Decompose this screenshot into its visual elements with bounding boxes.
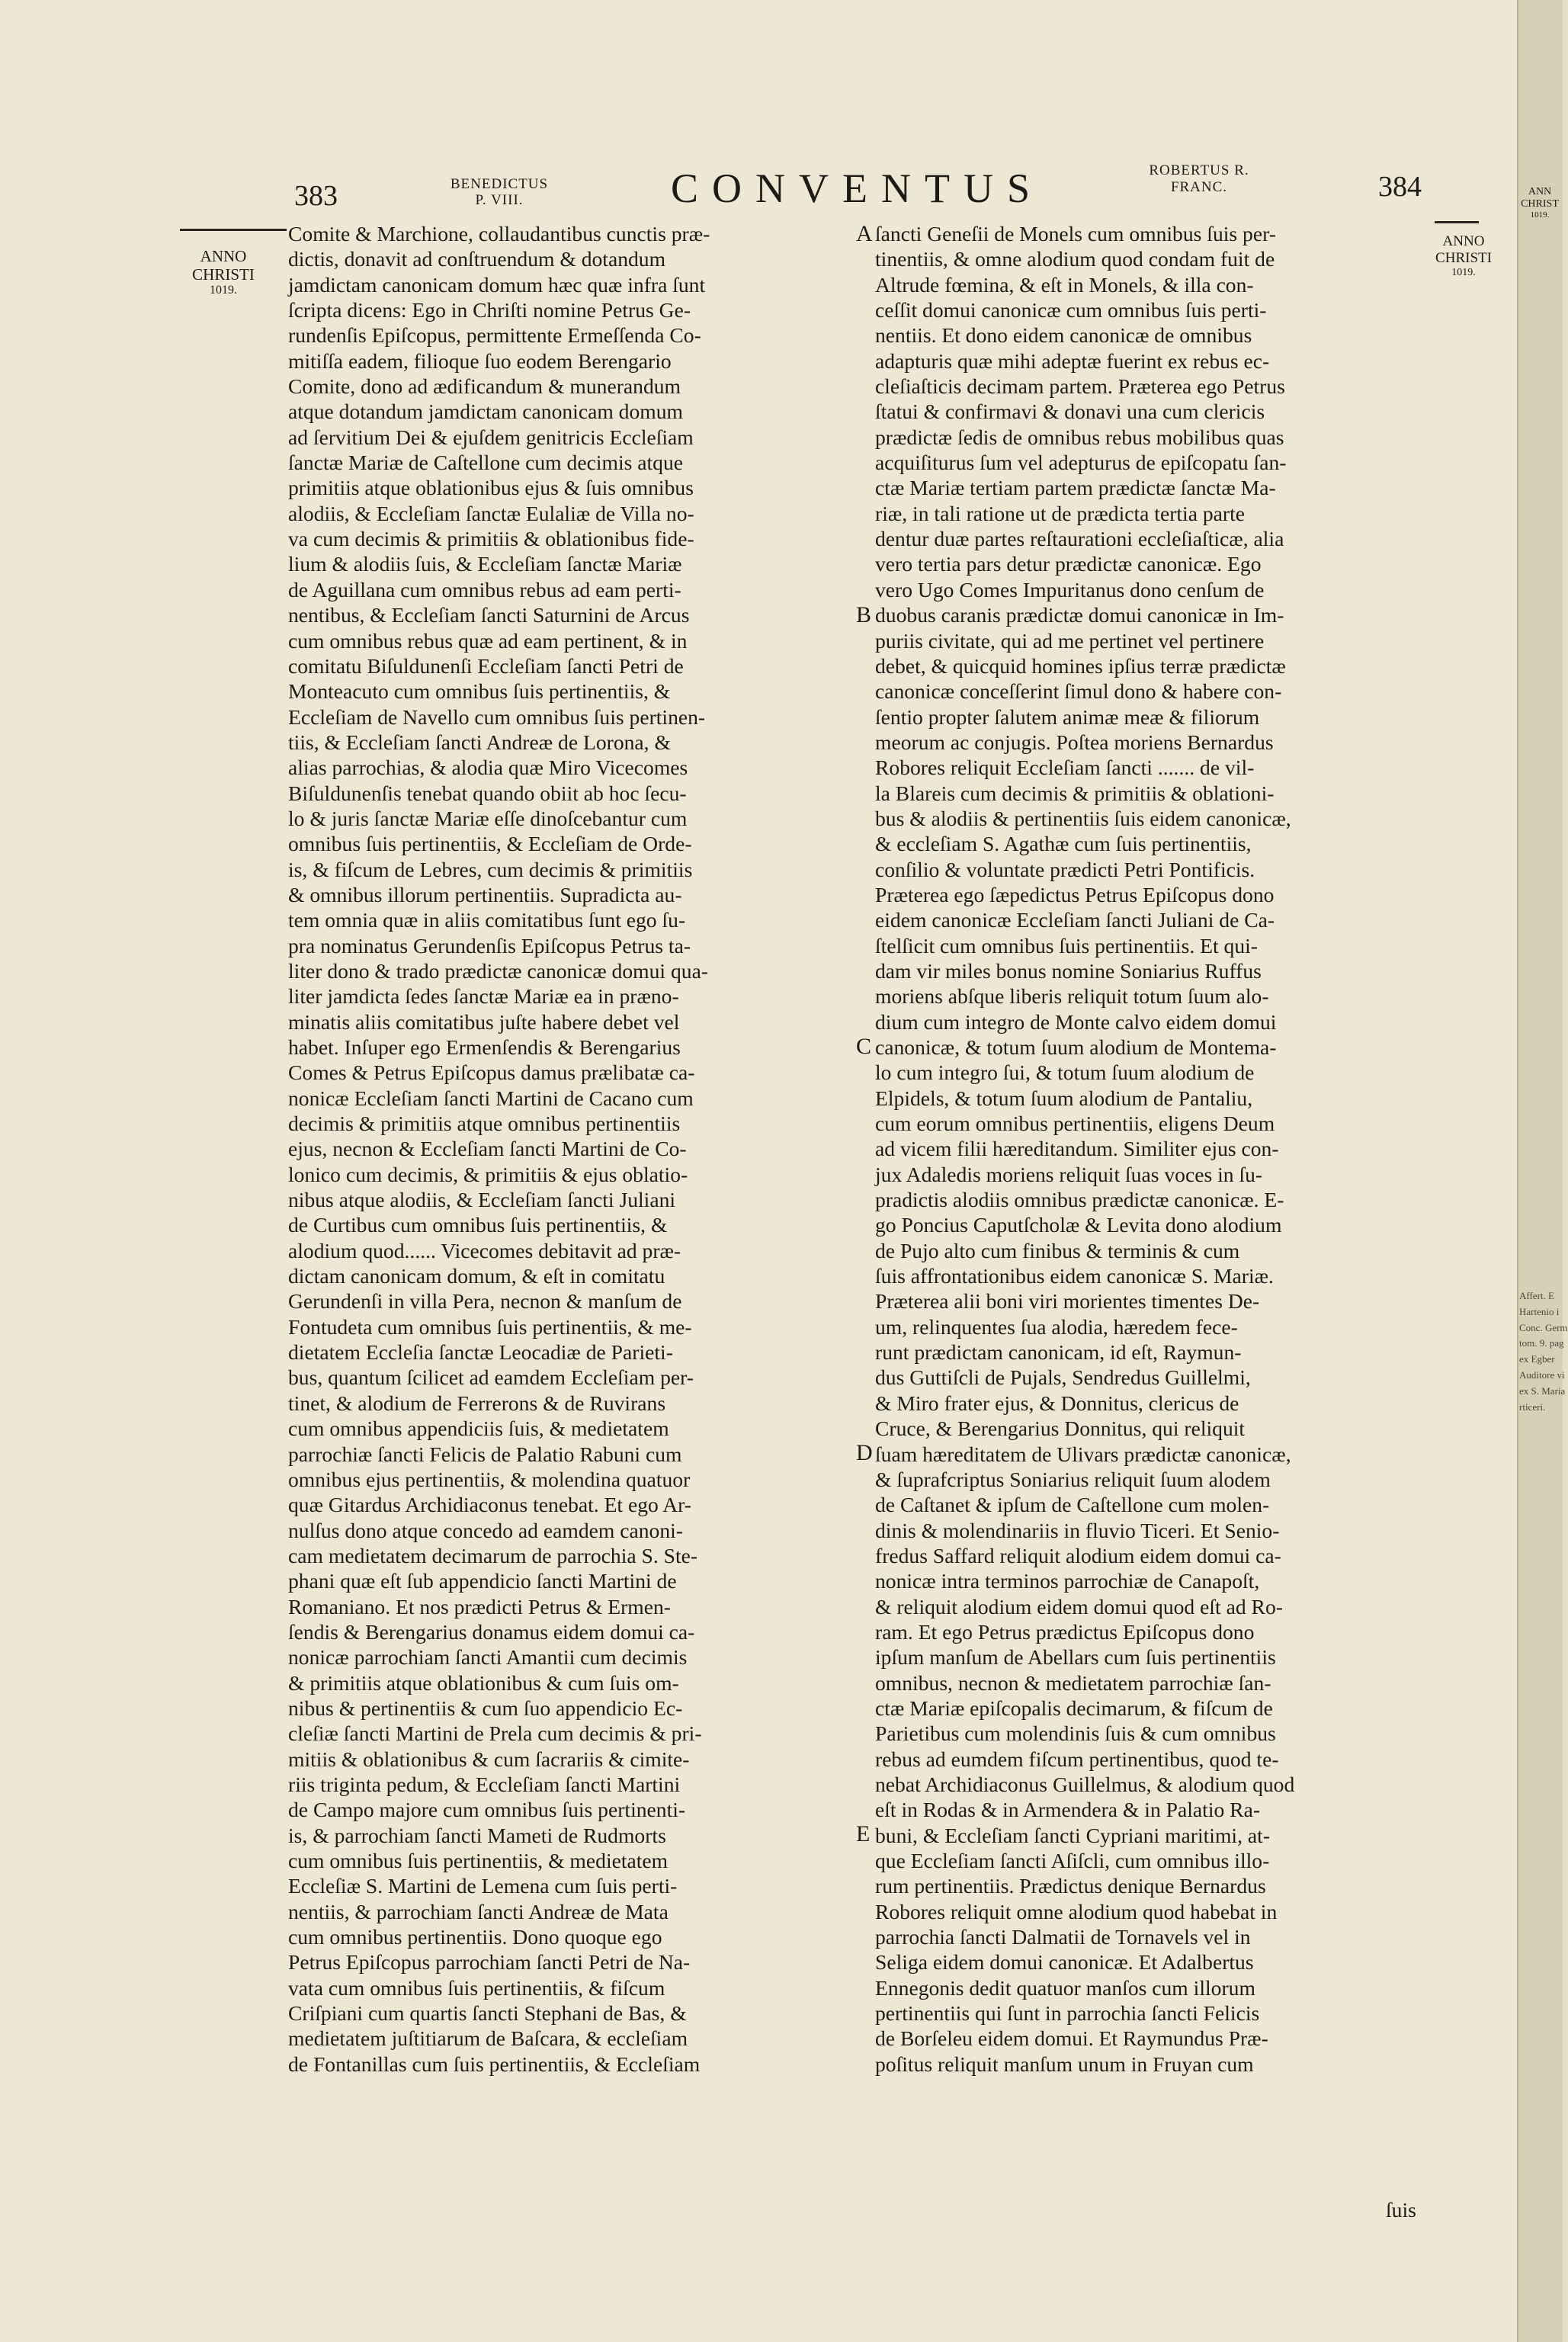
text-line: de Caſtanet & ipſum de Caſtellone cum molen- [875, 1493, 1270, 1517]
text-line: canonicæ conceſſerint ſimul dono & habere con- [875, 679, 1282, 704]
facing-page-edge [1517, 0, 1566, 2342]
text-line: de Fontanillas cum ſuis pertinentiis, & Eccleſiam [288, 2052, 701, 2076]
text-line: lonico cum decimis, & primitiis & ejus oblatio- [288, 1162, 688, 1186]
text-line: tiis, & Eccleſiam ſancti Andreæ de Lorona, & [288, 730, 671, 754]
text-line: dium cum integro de Monte calvo eidem domui [875, 1009, 1277, 1034]
text-line: lo & juris ſanctæ Mariæ eſſe dinoſcebantur cum [288, 806, 688, 830]
text-line: minatis aliis comitatibus juſte habere debet vel [288, 1009, 680, 1034]
page-title: CONVENTUS [671, 165, 1044, 211]
text-line: cam medietatem decimarum de parrochia S. Ste- [288, 1543, 698, 1567]
text-line: cum omnibus pertinentiis. Dono quoque ego [288, 1925, 662, 1949]
text-line: de Campo majore cum omnibus ſuis pertinenti- [288, 1798, 686, 1822]
text-line: nentiis, & parrochiam ſancti Andreæ de Mata [288, 1899, 669, 1923]
text-line: dinis & molendinariis in fluvio Ticeri. Et Senio- [875, 1518, 1280, 1542]
running-head-left-2: P. VIII. [475, 192, 524, 208]
text-line: Comite, dono ad ædificandum & munerandum [288, 374, 681, 399]
text-line: quæ Gitardus Archidiaconus tenebat. Et ego Ar- [288, 1493, 691, 1517]
text-line: bus, quantum ſcilicet ad eamdem Eccleſiam per- [288, 1365, 694, 1390]
text-line: Biſuldunenſis tenebat quando obiit ab hoc ſecu- [288, 781, 687, 805]
text-line: medietatem juſtitiarum de Baſcara, & eccleſiam [288, 2026, 688, 2051]
running-head-right-1: ROBERTUS R. [1149, 162, 1249, 178]
text-line: buni, & Eccleſiam ſancti Cypriani maritimi, at- [875, 1823, 1271, 1847]
text-line: ad vicem filii hæreditandum. Similiter ejus con- [875, 1137, 1279, 1161]
text-line: bus & alodiis & pertinentiis ſuis eidem canonicæ, [875, 806, 1291, 830]
text-line: & ſuprafcriptus Soniarius reliquit ſuum alodem [875, 1467, 1271, 1491]
note-line: Conc. Germ [1519, 1321, 1568, 1333]
text-line: Fontudeta cum omnibus ſuis pertinentiis, & me- [288, 1314, 692, 1339]
text-line: lium & alodiis ſuis, & Eccleſiam ſanctæ Mariæ [288, 552, 682, 576]
year-label: 1019. [210, 284, 237, 297]
text-line: vero Ugo Comes Impuritanus dono cenſum de [875, 577, 1265, 602]
text-line: runt prædictam canonicam, id eſt, Raymun- [875, 1340, 1242, 1365]
running-head-left-1: BENEDICTUS [450, 176, 549, 192]
text-line: rum pertinentiis. Prædictus denique Bernardus [875, 1874, 1266, 1898]
text-line: pradictis alodiis omnibus prædictæ canonicæ. E- [875, 1188, 1284, 1212]
text-line: Comite & Marchione, collaudantibus cunctis præ- [288, 222, 710, 245]
note-line: rticeri. [1519, 1400, 1546, 1413]
text-line: nentiis. Et dono eidem canonicæ de omnibus [875, 323, 1252, 348]
text-line: cum omnibus appendiciis ſuis, & medietatem [288, 1416, 669, 1441]
text-line: ſuis affrontationibus eidem canonicæ S. Mariæ. [875, 1264, 1274, 1288]
text-line: dietatem Eccleſia ſanctæ Leocadiæ de Parieti- [288, 1340, 673, 1365]
text-line: Comes & Petrus Epiſcopus damus prælibatæ ca- [288, 1060, 695, 1085]
margin-year-left [181, 247, 265, 298]
text-line: Petrus Epiſcopus parrochiam ſancti Petri de Na- [288, 1950, 691, 1975]
anno-label: ANNO [200, 247, 247, 265]
text-line: ram. Et ego Petrus prædictus Epiſcopus dono [875, 1619, 1255, 1644]
text-line: ejus, necnon & Eccleſiam ſancti Martini de Co- [288, 1137, 687, 1161]
text-line: Gerundenſi in villa Pera, necnon & manſum de [288, 1289, 682, 1314]
text-line: habet. Inſuper ego Ermenſendis & Berengarius [288, 1035, 681, 1059]
text-line: eidem canonicæ Eccleſiam ſancti Juliani de Ca- [875, 908, 1275, 932]
year-label: 1019. [1451, 266, 1476, 278]
page-number-left: 383 [294, 180, 338, 212]
christi-label: CHRISTI [1435, 249, 1492, 266]
text-line: Præterea ego ſæpedictus Petrus Epiſcopus dono [875, 882, 1275, 906]
section-letter-c: C [856, 1034, 872, 1059]
text-line: Cruce, & Berengarius Donnitus, qui reliquit [875, 1416, 1246, 1441]
text-line: tinet, & alodium de Ferrerons & de Ruvirans [288, 1391, 666, 1415]
text-line: cleſiæ ſancti Martini de Prela cum decimis & pri- [288, 1721, 702, 1746]
christi-label: CHRISTI [192, 265, 255, 284]
text-line: jamdictam canonicam domum hæc quæ infra ſunt [288, 272, 706, 297]
text-line: primitiis atque oblationibus ejus & ſuis omnibus [288, 476, 694, 500]
text-line: cum omnibus rebus quæ ad eam pertinent, & in [288, 628, 688, 653]
catchword: ſuis [1386, 2198, 1416, 2222]
text-line: mitiis & oblationibus & cum ſacrariis & cimite- [288, 1747, 690, 1771]
text-line: Altrude fœmina, & eſt in Monels, & illa con- [875, 272, 1254, 297]
text-line: ſuam hæreditatem de Ulivars prædictæ canonicæ, [875, 1442, 1291, 1466]
text-line: riis triginta pedum, & Eccleſiam ſancti Martini [288, 1772, 681, 1796]
text-line: pertinentiis qui ſunt in parrochia ſancti Felicis [875, 2001, 1260, 2026]
text-line: cum eorum omnibus pertinentiis, eligens Deum [875, 1112, 1275, 1136]
section-letter-a: A [856, 221, 873, 246]
text-line: nebat Archidiaconus Guillelmus, & alodium quod [875, 1772, 1295, 1796]
text-line: nonicæ intra terminos parrochiæ de Canapoſt, [875, 1569, 1260, 1593]
text-line: liter jamdicta ſedes ſanctæ Mariæ ea in præno- [288, 984, 679, 1009]
text-line: omnibus, necnon & medietatem parrochiæ ſan- [875, 1670, 1271, 1695]
text-line: ſendis & Berengarius donamus eidem domui ca- [288, 1619, 695, 1644]
text-line: acquiſiturus ſum vel adepturus de epiſcopatu ſan- [875, 451, 1287, 475]
anno-label: ANNO [1442, 233, 1485, 249]
text-line: Eccleſiæ S. Martini de Lemena cum ſuis perti- [288, 1874, 678, 1898]
right-text-column [875, 221, 1429, 2077]
text-line: de Curtibus cum omnibus ſuis pertinentiis, & [288, 1213, 668, 1237]
text-line: Eccleſiam de Navello cum omnibus ſuis pertinen- [288, 704, 706, 729]
text-line: nonicæ Eccleſiam ſancti Martini de Cacano cum [288, 1086, 694, 1110]
text-line: & omnibus illorum pertinentiis. Supradicta au- [288, 882, 682, 906]
note-line: ex Egber [1519, 1353, 1555, 1365]
text-line: meorum ac conjugis. Poſtea moriens Bernardus [875, 730, 1274, 754]
text-line: mitiſſa eadem, filioque ſuo eodem Berengario [288, 348, 672, 373]
text-line: tem omnia quæ in aliis comitatibus ſunt ego ſu- [288, 908, 686, 932]
margin-year-edge [1520, 186, 1560, 220]
text-line: pra nominatus Gerundenſis Epiſcopus Petrus ta- [288, 933, 691, 958]
text-line: lo cum integro ſui, & totum ſuum alodium de [875, 1060, 1255, 1085]
year-label: 1019. [1530, 210, 1550, 220]
text-line: ad ſervitium Dei & ejuſdem genitricis Eccleſiam [288, 425, 694, 449]
text-line: prædictæ ſedis de omnibus rebus mobilibus quas [875, 425, 1284, 449]
text-line: parrochia ſancti Dalmatii de Tornavels vel in [875, 1925, 1251, 1949]
text-line: comitatu Biſuldunenſi Eccleſiam ſancti Petri de [288, 653, 684, 678]
text-line: alias parrochias, & alodia quæ Miro Vicecomes [288, 756, 688, 780]
margin-rule-right [1435, 221, 1479, 223]
text-line: nentibus, & Eccleſiam ſancti Saturnini de Arcus [288, 603, 690, 627]
text-line: ipſum manſum de Abellars cum ſuis pertinentiis [875, 1645, 1276, 1670]
text-line: vero tertia pars detur prædictæ canonicæ. Ego [875, 552, 1262, 576]
text-line: nulſus dono atque concedo ad eamdem canoni- [288, 1518, 683, 1542]
text-line: Romaniano. Et nos prædicti Petrus & Ermen- [288, 1594, 671, 1619]
text-line: dus Guttiſcli de Pujals, Sendredus Guillelmi, [875, 1365, 1251, 1390]
text-line: cum omnibus ſuis pertinentiis, & medietatem [288, 1849, 669, 1872]
text-line: la Blareis cum decimis & primitiis & oblationi- [875, 781, 1275, 805]
text-line: ſanctæ Mariæ de Caſtellone cum decimis atque [288, 451, 684, 475]
text-line: & Miro frater ejus, & Donnitus, clericus de [875, 1391, 1239, 1415]
edge-margin-note [1519, 1288, 1568, 1415]
text-line: adapturis quæ mihi adeptæ fuerint ex rebus ec- [875, 348, 1270, 373]
text-line: alodiis, & Eccleſiam ſanctæ Eulaliæ de Villa no- [288, 501, 694, 525]
text-line: Seliga eidem domui canonicæ. Et Adalbertus [875, 1950, 1254, 1975]
text-line: Parietibus cum molendinis ſuis & cum omnibus [875, 1721, 1276, 1746]
text-line: nibus & pertinentiis & cum ſuo appendicio Ec- [288, 1696, 683, 1720]
text-line: tinentiis, & omne alodium quod condam fuit de [875, 247, 1275, 271]
text-line: dentur duæ partes reſtaurationi eccleſiaſticæ, alia [875, 527, 1284, 551]
note-line: Hartenio i [1519, 1305, 1560, 1317]
text-line: de Aguillana cum omnibus rebus ad eam perti- [288, 577, 681, 602]
text-line: debet, & quicquid homines ipſius terræ prædictæ [875, 653, 1286, 678]
text-line: dictam canonicam domum, & eſt in comitatu [288, 1264, 665, 1288]
text-line: dictis, donavit ad conſtruendum & dotandum [288, 247, 666, 271]
text-line: is, & parrochiam ſancti Mameti de Rudmorts [288, 1823, 666, 1847]
text-line: ſtatui & confirmavi & donavi una cum clericis [875, 399, 1265, 424]
text-line: duobus caranis prædictæ domui canonicæ in Im- [875, 603, 1284, 627]
running-head-right-2: FRANC. [1170, 179, 1228, 195]
text-line: ſancti Geneſii de Monels cum omnibus ſuis per- [875, 222, 1276, 245]
text-line: nibus atque alodiis, & Eccleſiam ſancti Juliani [288, 1188, 676, 1212]
note-line: Auditore vi [1519, 1368, 1565, 1381]
left-text-column [288, 221, 852, 2077]
text-line: ſentio propter ſalutem animæ meæ & filiorum [875, 704, 1260, 729]
text-line: ctæ Mariæ tertiam partem prædictæ ſanctæ Ma- [875, 476, 1276, 500]
text-line: eſt in Rodas & in Armendera & in Palatio Ra- [875, 1798, 1261, 1822]
text-line: Monteacuto cum omnibus ſuis pertinentiis, & [288, 679, 671, 704]
text-line: Criſpiani cum quartis ſancti Stephani de Bas, & [288, 2001, 687, 2026]
text-line: Elpidels, & totum ſuum alodium de Pantaliu, [875, 1086, 1253, 1110]
text-line: ſcripta dicens: Ego in Chriſti nomine Petrus Ge- [288, 298, 691, 322]
text-line: go Poncius Caputſcholæ & Levita dono alodium [875, 1213, 1282, 1237]
text-line: riæ, in tali ratione ut de prædicta tertia parte [875, 501, 1246, 525]
text-line: phani quæ eſt ſub appendicio ſancti Martini de [288, 1569, 677, 1593]
text-line: & primitiis atque oblationibus & cum ſuis om- [288, 1670, 679, 1695]
text-line: canonicæ, & totum ſuum alodium de Montema- [875, 1035, 1277, 1059]
text-line: rundenſis Epiſcopus, permittente Ermeſſenda Co- [288, 323, 701, 348]
section-letter-d: D [856, 1440, 873, 1465]
note-line: ex S. Maria [1519, 1384, 1566, 1397]
text-line: de Pujo alto cum finibus & terminis & cum [875, 1238, 1240, 1262]
text-line: de Borſeleu eidem domui. Et Raymundus Præ- [875, 2026, 1268, 2051]
text-line: Ennegonis dedit quatuor manſos cum illorum [875, 1975, 1255, 2000]
text-line: jux Adaledis moriens reliquit ſuas voces in ſu- [875, 1162, 1263, 1186]
anno-label: ANN [1528, 186, 1552, 197]
text-line: cleſiaſticis decimam partem. Præterea ego Petrus [875, 374, 1285, 399]
text-line: parrochiæ ſancti Felicis de Palatio Rabuni cum [288, 1442, 682, 1466]
text-line: conſilio & voluntate prædicti Petri Pontificis. [875, 857, 1255, 881]
page-number-right: 384 [1378, 171, 1422, 203]
text-line: fredus Saffard reliquit alodium eidem domui ca- [875, 1543, 1281, 1567]
section-letter-b: B [856, 602, 872, 627]
note-line: tom. 9. pag [1519, 1337, 1564, 1349]
margin-rule-left [180, 229, 287, 231]
text-line: rebus ad eumdem fiſcum pertinentibus, quod te- [875, 1747, 1279, 1771]
text-line: puriis civitate, qui ad me pertinet vel pertinere [875, 628, 1265, 653]
text-line: um, relinquentes ſua alodia, hæredem fece- [875, 1314, 1238, 1339]
text-line: ceſſit domui canonicæ cum omnibus ſuis perti- [875, 298, 1267, 322]
margin-year-right [1433, 233, 1494, 279]
text-line: omnibus ejus pertinentiis, & molendina quatuor [288, 1467, 691, 1491]
text-line: nonicæ parrochiam ſancti Amantii cum decimis [288, 1645, 688, 1670]
text-line: ctæ Mariæ epiſcopalis decimarum, & fiſcum de [875, 1696, 1273, 1720]
text-line: poſitus reliquit manſum unum in Fruyan cum [875, 2052, 1254, 2076]
text-line: Robores reliquit Eccleſiam ſancti ....... de vil- [875, 756, 1255, 780]
text-line: decimis & primitiis atque omnibus pertinentiis [288, 1112, 681, 1136]
text-line: que Eccleſiam ſancti Aſiſcli, cum omnibus illo- [875, 1849, 1270, 1872]
text-line: dam vir miles bonus nomine Soniarius Ruffus [875, 958, 1262, 983]
note-line: Affert. E [1519, 1290, 1554, 1301]
text-line: va cum decimis & primitiis & oblationibus fide- [288, 527, 694, 551]
text-line: alodium quod...... Vicecomes debitavit ad præ- [288, 1238, 681, 1262]
text-line: omnibus ſuis pertinentiis, & Eccleſiam de Orde- [288, 832, 692, 856]
section-letter-e: E [856, 1821, 871, 1846]
text-line: vata cum omnibus ſuis pertinentiis, & fiſcum [288, 1975, 665, 2000]
text-line: moriens abſque liberis reliquit totum ſuum alo- [875, 984, 1269, 1009]
christi-label: CHRIST [1521, 198, 1559, 210]
text-line: atque dotandum jamdictam canonicam domum [288, 399, 684, 424]
text-line: Robores reliquit omne alodium quod habebat in [875, 1899, 1278, 1923]
text-line: & eccleſiam S. Agathæ cum ſuis pertinentiis, [875, 832, 1252, 856]
text-line: is, & fiſcum de Lebres, cum decimis & primitiis [288, 857, 693, 881]
text-line: ſtelſicit cum omnibus ſuis pertinentiis. Et qui- [875, 933, 1258, 958]
text-line: liter dono & trado prædictæ canonicæ domui qua- [288, 958, 708, 983]
text-line: Præterea alii boni viri morientes timentes De- [875, 1289, 1260, 1314]
text-line: & reliquit alodium eidem domui quod eſt ad Ro- [875, 1594, 1283, 1619]
